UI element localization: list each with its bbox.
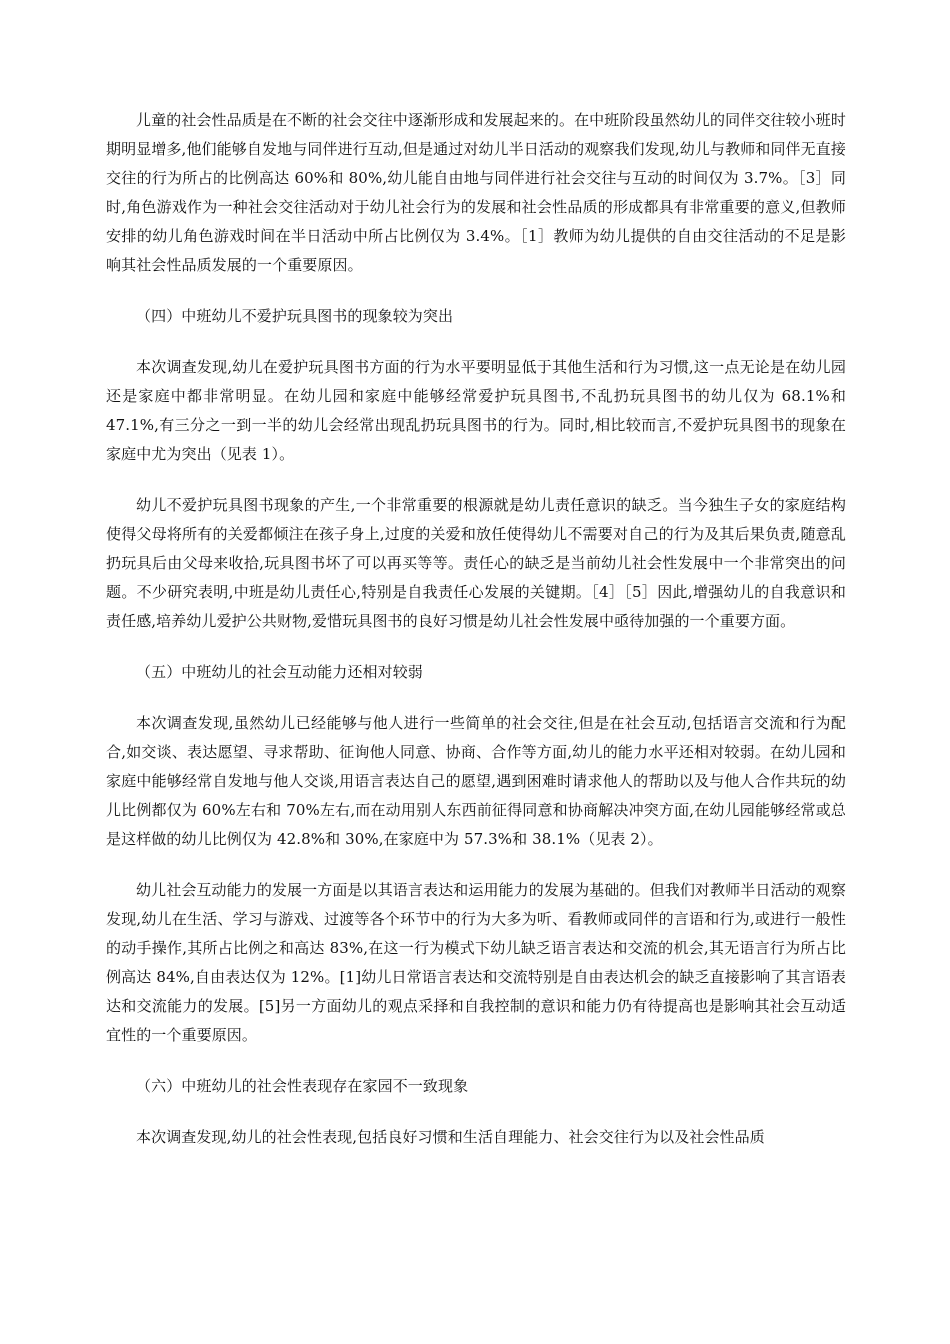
- body-paragraph: 儿童的社会性品质是在不断的社会交往中逐渐形成和发展起来的。在中班阶段虽然幼儿的同伴交往较小班时期明显增多,他们能够自发地与同伴进行互动,但是通过对幼儿半日活动的观察我们发现,幼儿与教师和同伴无直接交往的行为所占的比例高达 60%和 80%,幼儿能自由地与同伴进行社会交往与互动的时间仅为 3.7%。［3］同时,角色游戏作为一种社会交往活动对于幼儿社会行为的发展和社会性品质的形成都具有非常重要的意义,但教师安排的幼儿角色游戏时间在半日活动中所占比例仅为 3.4%。［1］教师为幼儿提供的自由交往活动的不足是影响其社会性品质发展的一个重要原因。: [106, 111, 846, 274]
- body-paragraph: 幼儿不爱护玩具图书现象的产生,一个非常重要的根源就是幼儿责任意识的缺乏。当今独生子女的家庭结构使得父母将所有的关爱都倾注在孩子身上,过度的关爱和放任使得幼儿不需要对自己的行为及其后果负责,随意乱扔玩具后由父母来收拾,玩具图书坏了可以再买等等。责任心的缺乏是当前幼儿社会性发展中一个非常突出的问题。不少研究表明,中班是幼儿责任心,特别是自我责任心发展的关键期。［4］［5］因此,增强幼儿的自我意识和责任感,培养幼儿爱护公共财物,爱惜玩具图书的良好习惯是幼儿社会性发展中亟待加强的一个重要方面。: [106, 496, 846, 630]
- document-body: [106, 106, 846, 1174]
- body-paragraph: 本次调查发现,幼儿在爱护玩具图书方面的行为水平要明显低于其他生活和行为习惯,这一点无论是在幼儿园还是家庭中都非常明显。在幼儿园和家庭中能够经常爱护玩具图书,不乱扔玩具图书的幼儿仅为 68.1%和 47.1%,有三分之一到一半的幼儿会经常出现乱扔玩具图书的行为。同时,相比较而言,不爱护玩具图书的现象在家庭中尤为突出（见表 1）。: [106, 358, 846, 463]
- section-heading: （五）中班幼儿的社会互动能力还相对较弱: [136, 663, 423, 681]
- body-paragraph: 幼儿社会互动能力的发展一方面是以其语言表达和运用能力的发展为基础的。但我们对教师半日活动的观察发现,幼儿在生活、学习与游戏、过渡等各个环节中的行为大多为听、看教师或同伴的言语和行为,或进行一般性的动手操作,其所占比例之和高达 83%,在这一行为模式下幼儿缺乏语言表达和交流的机会,其无语言行为所占比例高达 84%,自由表达仅为 12%。[1]幼儿日常语言表达和交流特别是自由表达机会的缺乏直接影响了其言语表达和交流能力的发展。[5]另一方面幼儿的观点采择和自我控制的意识和能力仍有待提高也是影响其社会互动适宜性的一个重要原因。: [106, 881, 846, 1044]
- section-heading: （四）中班幼儿不爱护玩具图书的现象较为突出: [136, 307, 454, 325]
- body-paragraph: 本次调查发现,幼儿的社会性表现,包括良好习惯和生活自理能力、社会交往行为以及社会性品质: [136, 1128, 765, 1146]
- body-paragraph: 本次调查发现,虽然幼儿已经能够与他人进行一些简单的社会交往,但是在社会互动,包括语言交流和行为配合,如交谈、表达愿望、寻求帮助、征询他人同意、协商、合作等方面,幼儿的能力水平还相对较弱。在幼儿园和家庭中能够经常自发地与他人交谈,用语言表达自己的愿望,遇到困难时请求他人的帮助以及与他人合作共玩的幼儿比例都仅为 60%左右和 70%左右,而在动用别人东西前征得同意和协商解决冲突方面,在幼儿园能够经常或总是这样做的幼儿比例仅为 42.8%和 30%,在家庭中为 57.3%和 38.1%（见表 2）。: [106, 714, 846, 848]
- section-heading: （六）中班幼儿的社会性表现存在家园不一致现象: [136, 1077, 469, 1095]
